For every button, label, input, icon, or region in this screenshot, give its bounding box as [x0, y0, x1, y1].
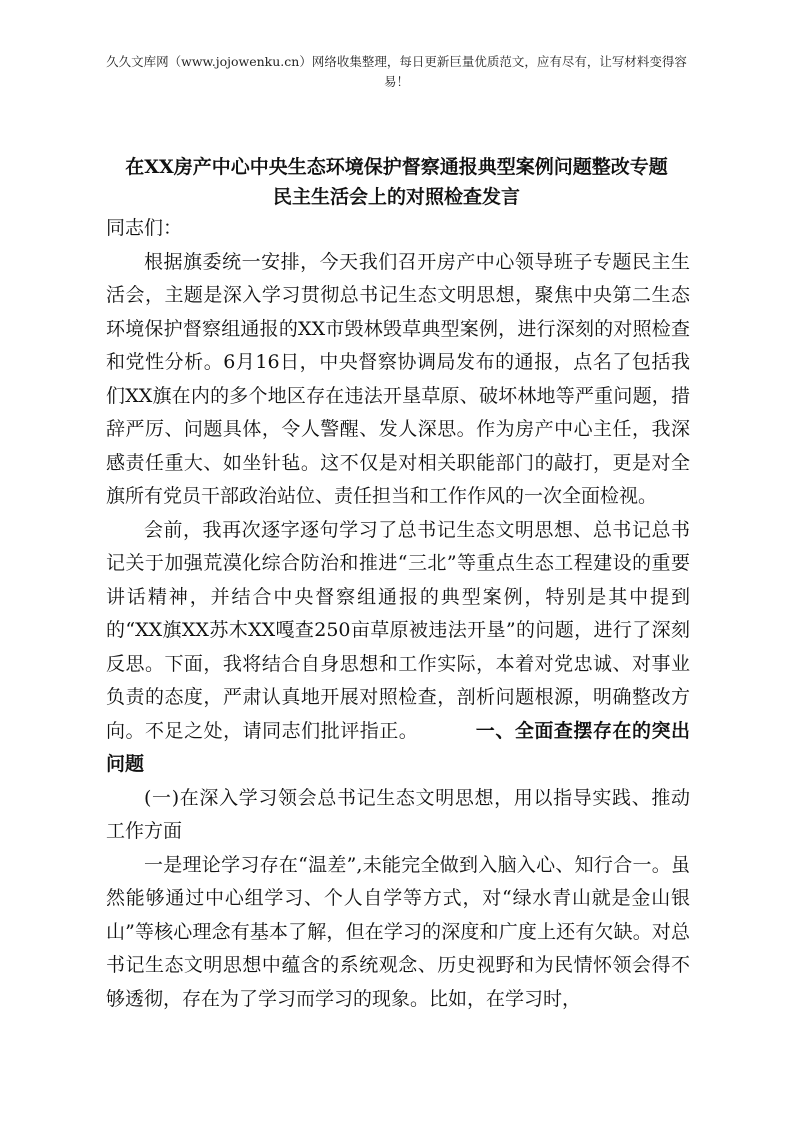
subsection-heading-1: (一)在深入学习领会总书记生态文明思想，用以指导实践、推动工作方面	[106, 786, 690, 842]
section-heading-1: 一、全面查摆存在的突出问题	[106, 719, 690, 775]
paragraph-preparation-text: 会前，我再次逐字逐句学习了总书记生态文明思想、总书记总书记关于加强荒漠化综合防治和推进“三北”等重点生态工程建设的重要讲话精神，并结合中央督察组通报的典型案例，特别是其中提到的“XX旗XX苏木XX嘎查250亩草原被违法开垦”的问题，进行了深刻反思。下面，我将结合自身思想和工作实际，本着对党忠诚、对事业负责的态度，严肃认真地开展对照检查，剖析问题根源，明确整改方向。不足之处，请同志们批评指正。	[106, 518, 690, 742]
header-note: 久久文库网（www.jojowenku.cn）网络收集整理，每日更新巨量优质范文，应有尽有，让写材料变得容易！	[106, 54, 687, 89]
title-line-2: 民主生活会上的对照检查发言	[272, 186, 520, 208]
paragraph-point-1: 一是理论学习存在“温差”,未能完全做到入脑入心、知行合一。虽然能够通过中心组学习、个人自学等方式，对“绿水青山就是金山银山”等核心理念有基本了解，但在学习的深度和广度上还有欠缺。对总书记生态文明思想中蕴含的系统观念、历史视野和为民情怀领会得不够透彻，存在为了学习而学习的现象。比如，在学习时，	[106, 853, 690, 1010]
paragraph-preparation	[106, 514, 690, 782]
document-body	[106, 212, 690, 1016]
title-line-1: 在XX房产中心中央生态环境保护督察通报典型案例问题整改专题	[125, 156, 668, 178]
document-title	[96, 152, 697, 212]
salutation: 同志们：	[106, 217, 183, 239]
paragraph-intro: 根据旗委统一安排，今天我们召开房产中心领导班子专题民主生活会，主题是深入学习贯彻总书记生态文明思想，聚焦中央第二生态环境保护督察组通报的XX市毁林毁草典型案例，进行深刻的对照检查和党性分析。6月16日，中央督察协调局发布的通报，点名了包括我们XX旗在内的多个地区存在违法开垦草原、破坏林地等严重问题，措辞严厉、问题具体，令人警醒、发人深思。作为房产中心主任，我深感责任重大、如坐针毡。这不仅是对相关职能部门的敲打，更是对全旗所有党员干部政治站位、责任担当和工作作风的一次全面检视。	[106, 250, 690, 507]
